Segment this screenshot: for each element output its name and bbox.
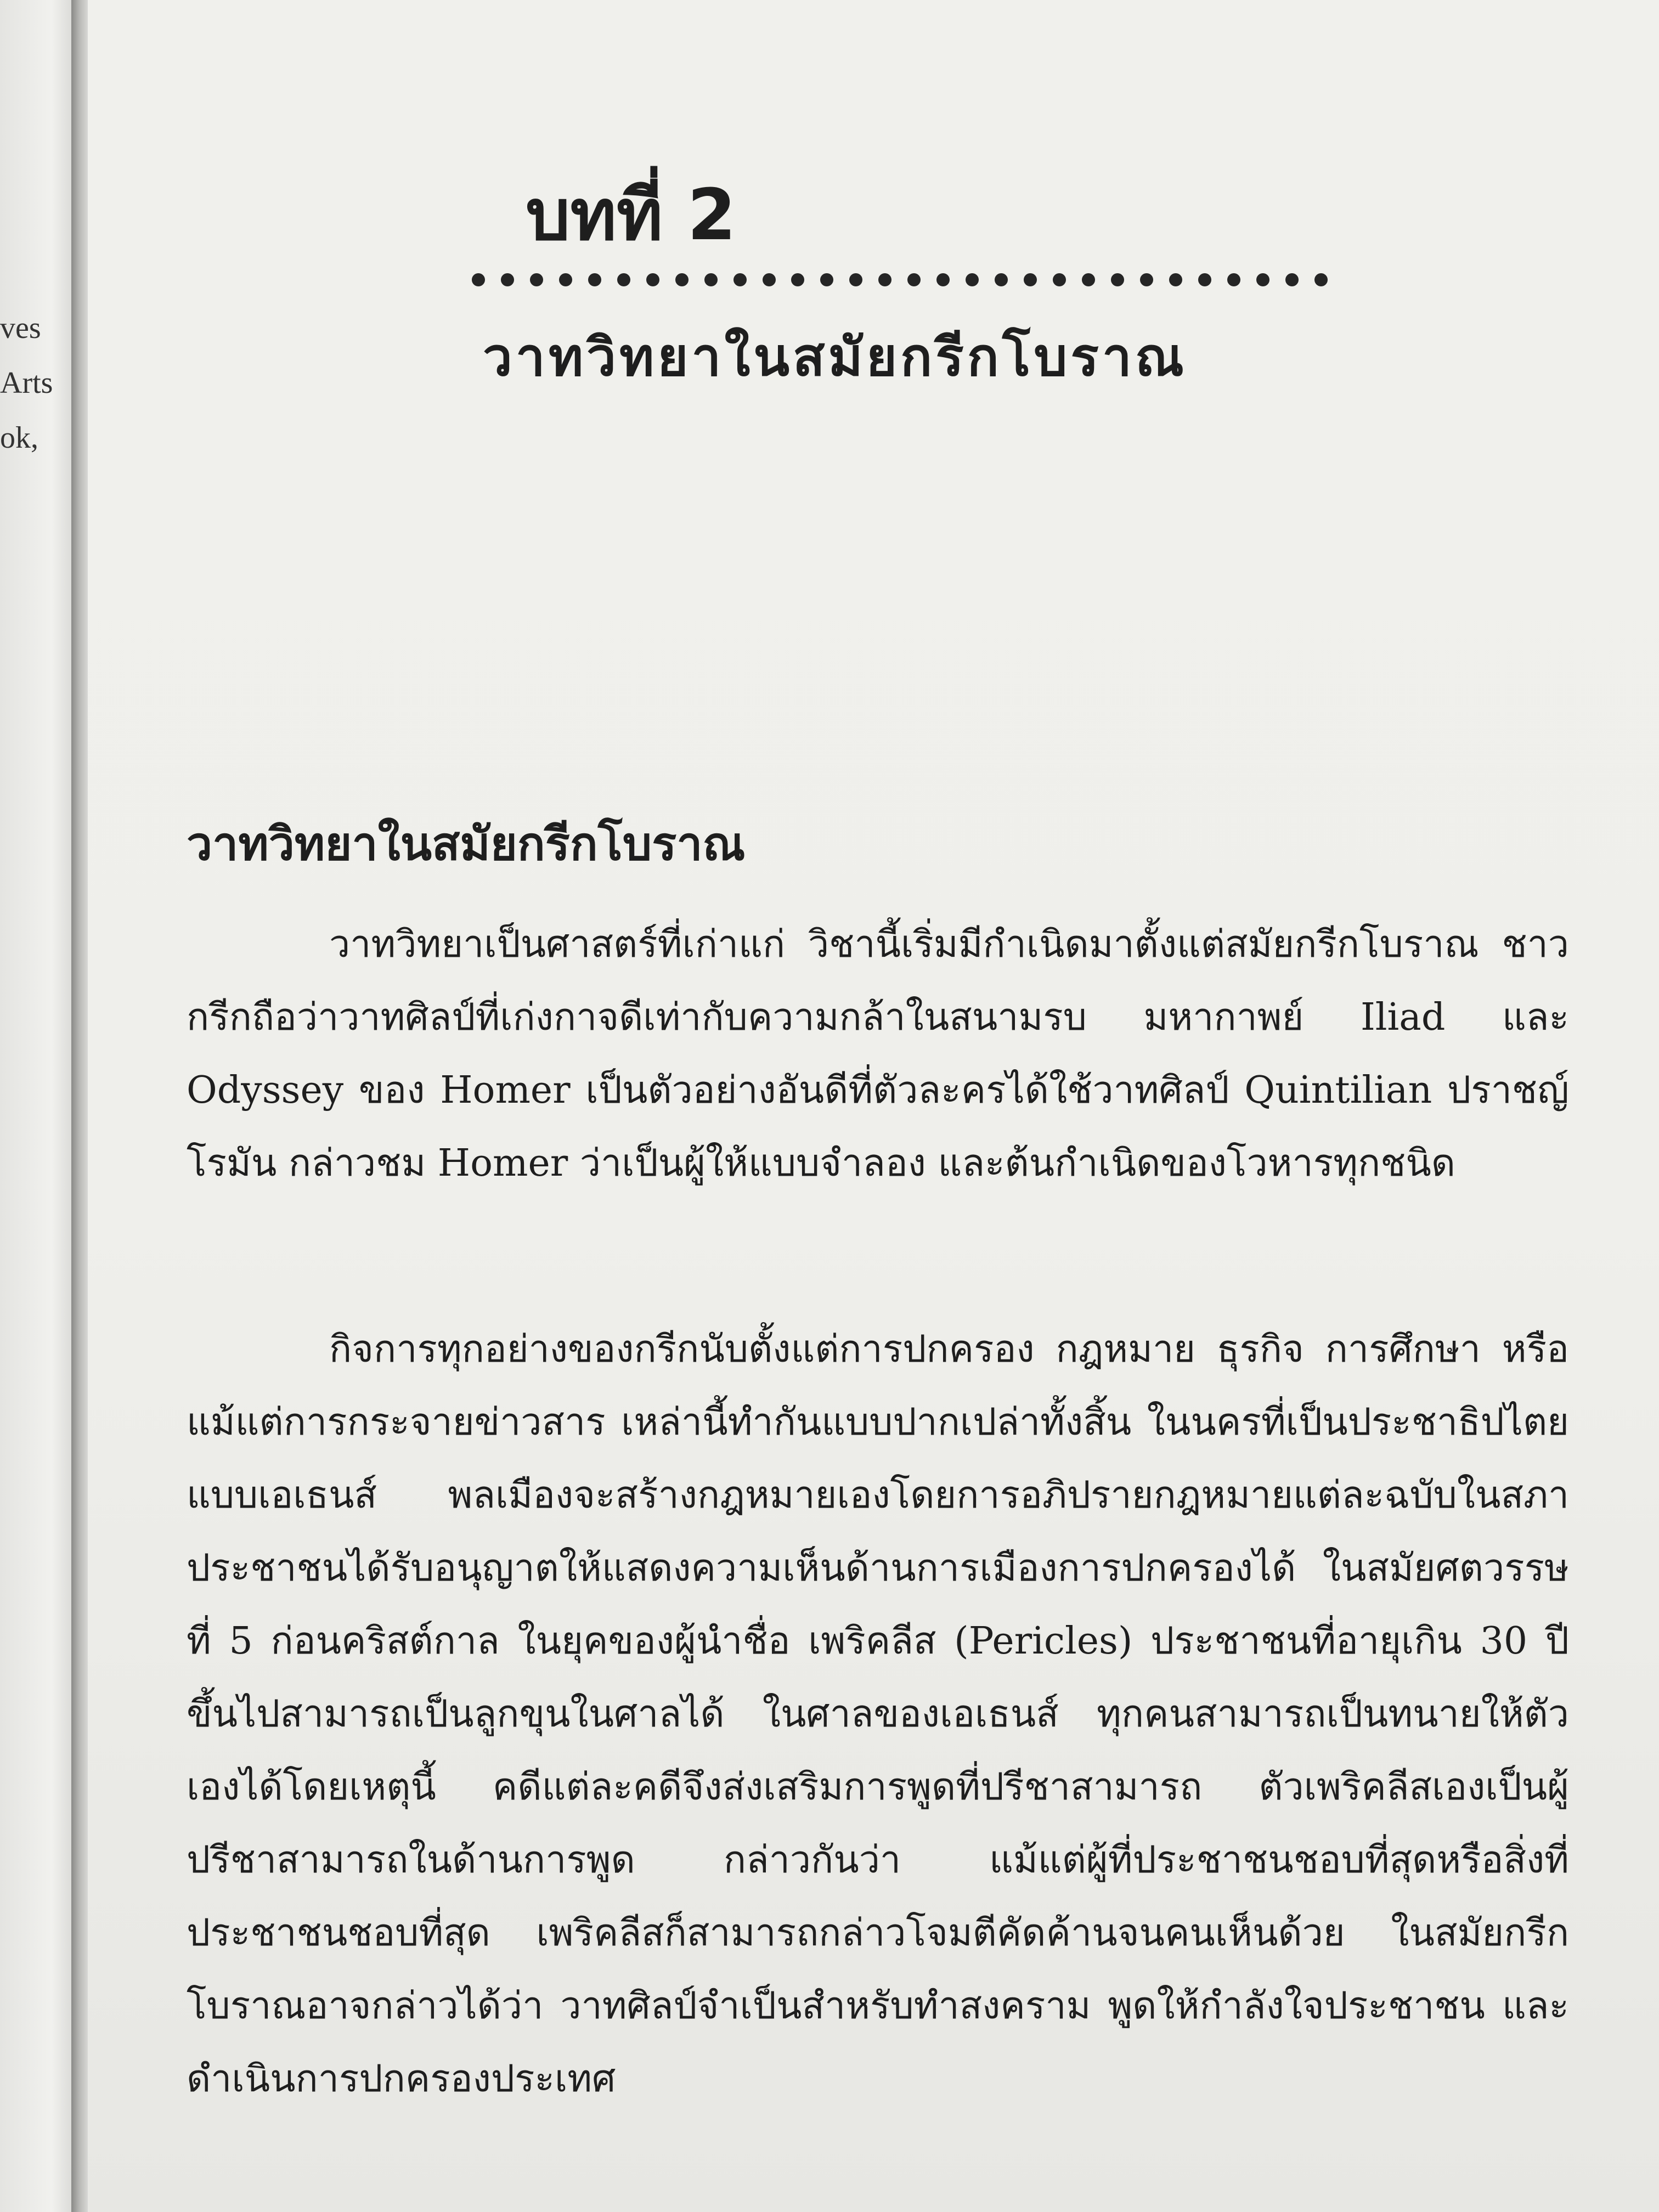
chapter-number: บทที่ 2 <box>526 174 736 256</box>
body-paragraph: กิจการทุกอย่างของกรีกนับตั้งแต่การปกครอง กฎหมาย ธุรกิจ การศึกษา หรือแม้แต่การกระจายข่าวสาร เหล่านี้ทำกันแบบปากเปล่าทั้งสิ้น ในนครที่เป็นประชาธิปไตยแบบเอเธนส์ พลเมืองจะสร้างกฎหมายเองโดยการอภิปรายกฎหมายแต่ละฉบับในสภา ประชาชนได้รับอนุญาตให้แสดงความเห็นด้านการเมืองการปกครองได้ ในสมัยศตวรรษที่ 5 ก่อนคริสต์กาล ในยุคของผู้นำชื่อ เพริคลีส (Pericles) ประชาชนที่อายุเกิน 30 ปีขึ้นไปสามารถเป็นลูกขุนในศาลได้ ในศาลของเอเธนส์ ทุกคนสามารถเป็นทนายให้ตัวเองได้โดยเหตุนี้ คดีแต่ละคดีจึงส่งเสริมการพูดที่ปรีชาสามารถ ตัวเพริคลีสเองเป็นผู้ปรีชาสามารถในด้านการพูด กล่าวกันว่า แม้แต่ผู้ที่ประชาชนชอบที่สุดหรือสิ่งที่ประชาชนชอบที่สุด เพริคลีสก็สามารถกล่าวโจมตีคัดค้านจนคนเห็นด้วย ในสมัยกรีกโบราณอาจกล่าวได้ว่า วาทศิลป์จำเป็นสำหรับทำสงคราม พูดให้กำลังใจประชาชน และดำเนินการปกครองประเทศ <box>187 1328 1569 2101</box>
adjacent-page <box>0 0 74 2212</box>
chapter-title: วาทวิทยาในสมัยกรีกโบราณ <box>483 326 1187 388</box>
adjacent-page-text: ves <box>0 311 41 345</box>
adjacent-page-text: ok, <box>0 421 38 455</box>
book-page <box>88 0 1659 2212</box>
adjacent-page-text: Arts <box>0 366 53 400</box>
decorative-dot-divider <box>472 273 1328 290</box>
section-heading: วาทวิทยาในสมัยกรีกโบราณ <box>187 817 746 871</box>
body-paragraph: วาทวิทยาเป็นศาสตร์ที่เก่าแก่ วิชานี้เริ่มมีกำเนิดมาตั้งแต่สมัยกรีกโบราณ ชาวกรีกถือว่าวาทศิลป์ที่เก่งกาจดีเท่ากับความกล้าในสนามรบ มหากาพย์ Iliad และ Odyssey ของ Homer เป็นตัวอย่างอันดีที่ตัวละครได้ใช้วาทศิลป์ Quintilian ปราชญ์โรมัน กล่าวชม Homer ว่าเป็นผู้ให้แบบจำลอง และต้นกำเนิดของโวหารทุกชนิด <box>187 923 1569 1185</box>
